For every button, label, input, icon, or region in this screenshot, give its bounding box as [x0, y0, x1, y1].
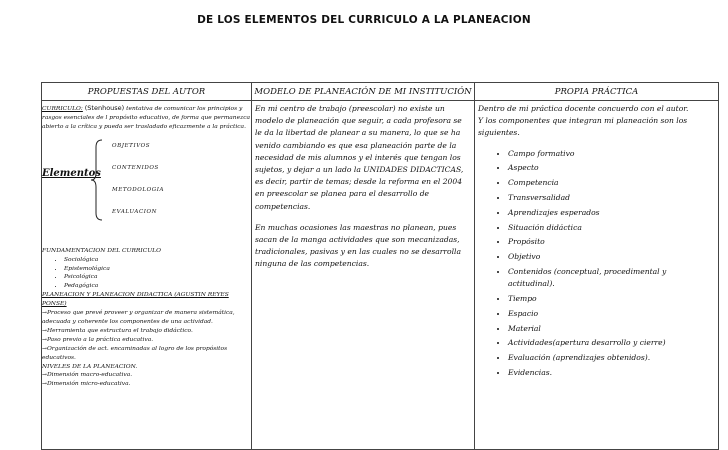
list-item: • Aprendizajes esperados [508, 207, 715, 219]
author-proposals-cell [42, 101, 252, 450]
header-propuestas: PROPUESTAS DEL AUTOR [42, 83, 252, 101]
list-item: • Pedagógica [64, 282, 251, 291]
header-practica: PROPIA PRÁCTICA [475, 83, 719, 101]
list-item: • Contenidos (conceptual, procedimental y actitudinal). [508, 266, 715, 290]
element-item: EVALUACION [112, 208, 158, 215]
elements-label: Elementos [42, 167, 101, 179]
list-item: • Material [508, 323, 715, 335]
element-item: METODOLOGIA [112, 186, 165, 193]
list-item: • Competencia [508, 177, 715, 189]
planeacion-item: → Organización de act. encaminadas al logro de los propósitos educativos. [42, 345, 251, 363]
curriculo-author: (Stenhouse) [84, 104, 125, 112]
planeacion-title: PLANEACION Y PLANEACION DIDACTICA (AGUSTIN REYES PONSE) [42, 292, 229, 308]
practice-intro: Dentro de mi práctica docente concuerdo con el autor. [478, 104, 689, 113]
list-item: • Epistemológica [64, 265, 251, 274]
list-item: • Aspecto [508, 162, 715, 174]
list-item: • Objetivo [508, 251, 715, 263]
list-item: • Campo formativo [508, 148, 715, 160]
planeacion-item: → Herramienta que estructura el trabajo didáctico. [42, 327, 251, 336]
list-item: • Evaluación (aprendizajes obtenidos). [508, 352, 715, 364]
list-item: • Situación didáctica [508, 222, 715, 234]
curly-brace-icon [90, 139, 104, 221]
planeacion-item: → Proceso que prevé proveer y organizar de manera sistemática, adecuada y coherente los componentes de una actividad. [42, 309, 251, 327]
list-item: • Sociológica [64, 256, 251, 265]
niveles-item: → Dimensión macro-educativa. [42, 371, 251, 380]
institution-paragraph-2: En muchas ocasiones las maestras no planean, pues sacan de la manga actividades que son mecanizadas, tradicionales, pasivas y en las cuales no se desarrolla ninguna de las competencias. [255, 222, 462, 269]
fundamentacion-list [42, 256, 251, 292]
content-row [42, 101, 719, 450]
list-item: • Propósito [508, 236, 715, 248]
header-modelo: MODELO DE PLANEACIÓN DE MI INSTITUCIÓN [252, 83, 475, 101]
fundamentacion-title: FUNDAMENTACION DEL CURRICULO [42, 247, 161, 254]
curriculo-definition [42, 104, 251, 132]
elements-block [42, 135, 251, 225]
practice-components-list [478, 148, 715, 380]
list-item: • Tiempo [508, 293, 715, 305]
header-row [42, 83, 719, 101]
elements-list [112, 135, 232, 223]
practice-intro-2: Y los componentes que integran mi planeación son los siguientes. [478, 116, 688, 138]
niveles-title: NIVELES DE LA PLANEACION. [42, 363, 138, 370]
list-item: • Psicológica [64, 273, 251, 282]
curriculo-text: tentativa de comunicar los principios y rasgos esenciales de l propósito educativo, de forma que permanezca abierto a la crítica y pueda ser trasladado eficazmente a la práctica. [42, 106, 251, 130]
list-item: • Espacio [508, 308, 715, 320]
list-item: • Transversalidad [508, 192, 715, 204]
list-item: • Evidencias. [508, 367, 715, 379]
curriculo-label: CURRICULO: [42, 106, 83, 112]
document-title: DE LOS ELEMENTOS DEL CURRICULO A LA PLANEACION [197, 14, 531, 26]
comparison-table [41, 82, 719, 450]
element-item: CONTENIDOS [112, 164, 159, 171]
institution-paragraph-1: En mi centro de trabajo (preescolar) no existe un modelo de planeación que seguir, a cada profesora se le da la libertad de planear a su manera, lo que se ha venido cambiando es que esa planeación parte de la necesidad de mis alumnos y el interés que tengan los sujetos, y dejar a un lado la UNIDADES DIDACTICAS, es decir, partir de temas; desde la reforma en el 2004 en preescolar se planea para el desarrollo de competencias. [255, 104, 464, 211]
planeacion-item: → Paso previo a la práctica educativa. [42, 336, 251, 345]
list-item: • Actividades(apertura desarrollo y cierre) [508, 337, 715, 349]
element-item: OBJETIVOS [112, 142, 151, 149]
institution-model-cell [252, 101, 475, 450]
niveles-item: → Dimensión micro-educativa. [42, 380, 251, 389]
own-practice-cell [475, 101, 719, 450]
